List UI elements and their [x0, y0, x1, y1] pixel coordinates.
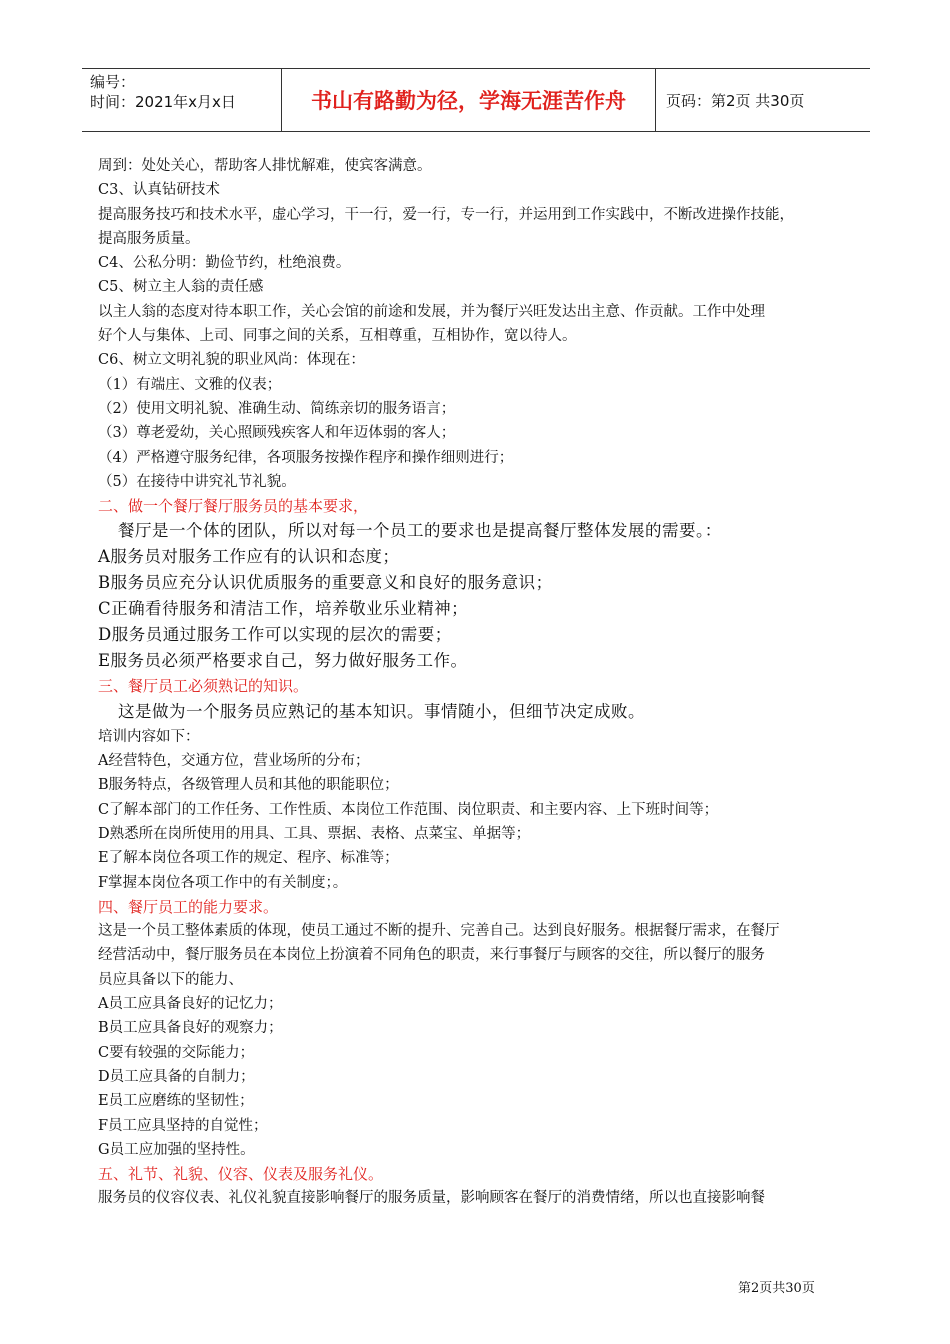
chapter-heading: 五、礼节、礼貌、仪容、仪表及服务礼仪。	[98, 1165, 384, 1184]
text-line: 提高服务技巧和技术水平，虚心学习，干一行，爱一行，专一行，并运用到工作实践中，不断改进操作技能，	[98, 206, 794, 223]
list-item: F掌握本岗位各项工作中的有关制度；。	[98, 874, 348, 891]
page-footer: 第2页共30页	[738, 1281, 815, 1296]
list-item: （1）有端庄、文雅的仪表；	[98, 376, 282, 393]
list-item: C要有较强的交际能力；	[98, 1044, 255, 1061]
page-header	[82, 68, 870, 132]
list-item: B员工应具备良好的观察力；	[98, 1020, 283, 1037]
text-line: 员应具备以下的能力、	[98, 971, 243, 988]
list-item: （3）尊老爱幼，关心照顾残疾客人和年迈体弱的客人；	[98, 425, 456, 442]
list-item: B服务员应充分认识优质服务的重要意义和良好的服务意识；	[98, 573, 553, 593]
text-line: 好个人与集体、上司、同事之间的关系，互相尊重，互相协作，宽以待人。	[98, 328, 577, 345]
chapter-heading: 四、餐厅员工的能力要求。	[98, 897, 279, 916]
document-body	[98, 154, 858, 1211]
list-item: B服务特点，各级管理人员和其他的职能职位；	[98, 777, 399, 794]
list-item: D熟悉所在岗所使用的用具、工具、票据、表格、点菜宝、单据等；	[98, 825, 531, 842]
list-item: A员工应具备良好的记忆力；	[98, 996, 283, 1013]
text-line: 服务员的仪容仪表、礼仪礼貌直接影响餐厅的服务质量，影响顾客在餐厅的消费情绪，所以也直接影响餐	[98, 1190, 765, 1207]
section-heading: C5、树立主人翁的责任感	[98, 279, 264, 296]
list-item: F员工应具坚持的自觉性；	[98, 1117, 268, 1134]
text-line: 这是做为一个服务员应熟记的基本知识。事情随小，但细节决定成败。	[118, 701, 645, 721]
list-item: D员工应具备的自制力；	[98, 1068, 255, 1085]
list-item: （4）严格遵守服务纪律，各项服务按操作程序和操作细则进行；	[98, 449, 514, 466]
list-item: E员工应磨练的坚韧性；	[98, 1093, 254, 1110]
list-item: （2）使用文明礼貌、准确生动、简练亲切的服务语言；	[98, 400, 456, 417]
section-heading: C6、树立文明礼貌的职业风尚：体现在：	[98, 352, 365, 369]
list-item: A经营特色，交通方位，营业场所的分布；	[98, 753, 370, 770]
list-item: D服务员通过服务工作可以实现的层次的需要；	[98, 625, 452, 645]
text-line: 这是一个员工整体素质的体现，使员工通过不断的提升、完善自己。达到良好服务。根据餐厅需求，在餐厅	[98, 923, 780, 940]
list-item: G员工应加强的坚持性。	[98, 1141, 255, 1158]
page-indicator: 页码：第2页 共30页	[666, 91, 805, 110]
text-line: 提高服务质量。	[98, 230, 200, 247]
list-item: C了解本部门的工作任务、工作性质、本岗位工作范围、岗位职责、和主要内容、上下班时间等；	[98, 801, 719, 818]
list-item: E了解本岗位各项工作的规定、程序、标准等；	[98, 850, 399, 867]
section-heading: C4、公私分明：勤俭节约，杜绝浪费。	[98, 255, 351, 272]
text-line: 培训内容如下：	[98, 728, 200, 745]
chapter-heading: 三、餐厅员工必须熟记的知识。	[98, 677, 309, 696]
motto: 书山有路勤为径，学海无涯苦作舟	[282, 69, 656, 131]
text-line: 餐厅是一个体的团队，所以对每一个员工的要求也是提高餐厅整体发展的需要。：	[118, 521, 722, 541]
list-item: C正确看待服务和清洁工作，培养敬业乐业精神；	[98, 599, 469, 619]
text-line: 周到：处处关心，帮助客人排忧解难，使宾客满意。	[98, 158, 432, 174]
header-meta	[82, 69, 282, 131]
chapter-heading: 二、做一个餐厅餐厅服务员的基本要求，	[98, 497, 369, 516]
text-line: 经营活动中，餐厅服务员在本岗位上扮演着不同角色的职责，来行事餐厅与顾客的交往，所以餐厅的服务	[98, 947, 765, 964]
section-heading: C3、认真钻研技术	[98, 182, 220, 199]
date-label: 时间：2021年x月x日	[90, 93, 236, 111]
list-item: E服务员必须严格要求自己，努力做好服务工作。	[98, 651, 468, 671]
list-item: A服务员对服务工作应有的认识和态度；	[98, 547, 400, 567]
text-line: 以主人翁的态度对待本职工作，关心会馆的前途和发展，并为餐厅兴旺发达出主意、作贡献。工作中处理	[98, 303, 765, 320]
list-item: （5）在接待中讲究礼节礼貌。	[98, 473, 296, 490]
number-label: 编号：	[90, 73, 136, 91]
